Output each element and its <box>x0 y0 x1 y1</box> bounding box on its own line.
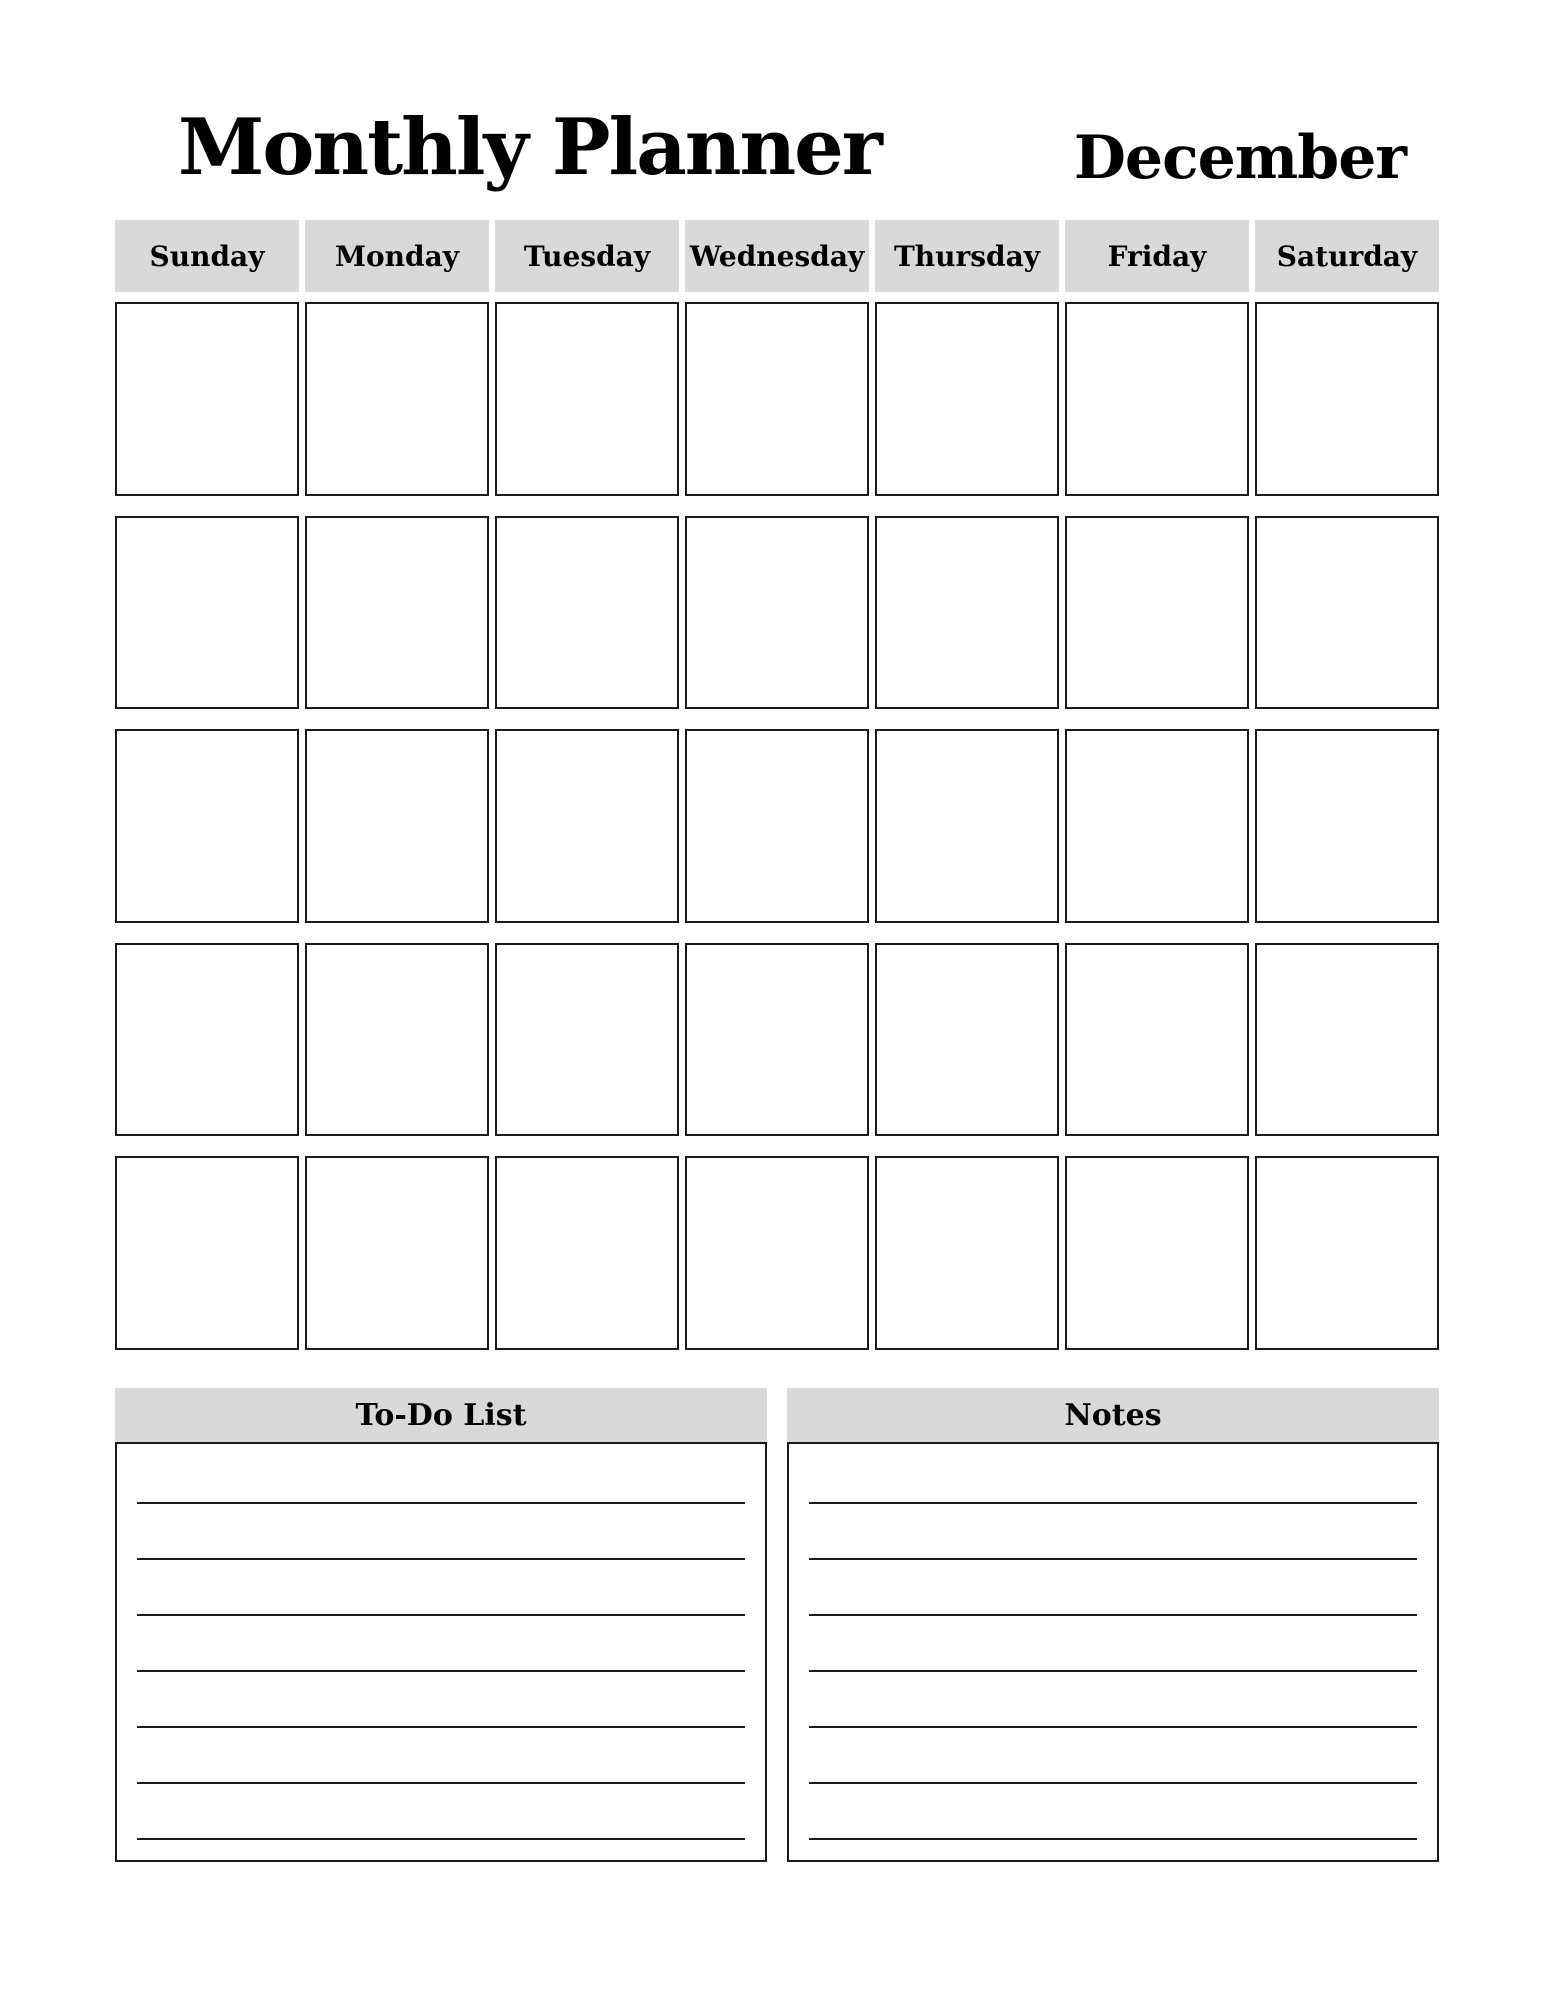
notes-line <box>809 1782 1417 1784</box>
day-cell[interactable] <box>1065 729 1249 923</box>
weekday-sunday: Sunday <box>115 220 299 292</box>
day-cell[interactable] <box>1065 943 1249 1137</box>
day-cell[interactable] <box>685 516 869 710</box>
todo-lines-area[interactable] <box>115 1442 767 1862</box>
day-cell[interactable] <box>875 302 1059 496</box>
notes-title: Notes <box>787 1388 1439 1442</box>
day-cell[interactable] <box>495 943 679 1137</box>
day-cell[interactable] <box>1065 1156 1249 1350</box>
notes-line <box>809 1838 1417 1840</box>
notes-line <box>809 1670 1417 1672</box>
day-cell[interactable] <box>115 516 299 710</box>
day-cell[interactable] <box>305 729 489 923</box>
day-cell[interactable] <box>115 1156 299 1350</box>
day-cell[interactable] <box>685 1156 869 1350</box>
todo-title: To-Do List <box>115 1388 767 1442</box>
weekday-thursday: Thursday <box>875 220 1059 292</box>
day-cell[interactable] <box>1065 516 1249 710</box>
weekday-wednesday: Wednesday <box>685 220 869 292</box>
weekday-monday: Monday <box>305 220 489 292</box>
weekday-header-row <box>115 220 1439 292</box>
day-cell[interactable] <box>685 943 869 1137</box>
weekday-friday: Friday <box>1065 220 1249 292</box>
day-cell[interactable] <box>1255 302 1439 496</box>
day-cell[interactable] <box>1255 729 1439 923</box>
todo-line <box>137 1502 745 1504</box>
day-cell[interactable] <box>875 516 1059 710</box>
todo-line <box>137 1838 745 1840</box>
day-cell[interactable] <box>495 1156 679 1350</box>
todo-line <box>137 1782 745 1784</box>
day-cell[interactable] <box>875 943 1059 1137</box>
day-cell[interactable] <box>685 302 869 496</box>
todo-panel <box>115 1388 767 1862</box>
notes-panel <box>787 1388 1439 1862</box>
todo-line <box>137 1726 745 1728</box>
day-cell[interactable] <box>495 302 679 496</box>
day-cell[interactable] <box>1065 302 1249 496</box>
day-cell[interactable] <box>115 943 299 1137</box>
day-cell[interactable] <box>115 302 299 496</box>
notes-line <box>809 1502 1417 1504</box>
page-title: Monthly Planner <box>178 102 881 193</box>
notes-line <box>809 1614 1417 1616</box>
weekday-saturday: Saturday <box>1255 220 1439 292</box>
weekday-tuesday: Tuesday <box>495 220 679 292</box>
todo-line <box>137 1558 745 1560</box>
day-cell[interactable] <box>305 516 489 710</box>
calendar-grid <box>115 302 1439 1350</box>
todo-line <box>137 1614 745 1616</box>
day-cell[interactable] <box>685 729 869 923</box>
notes-line <box>809 1558 1417 1560</box>
day-cell[interactable] <box>875 1156 1059 1350</box>
day-cell[interactable] <box>495 729 679 923</box>
day-cell[interactable] <box>1255 516 1439 710</box>
day-cell[interactable] <box>115 729 299 923</box>
day-cell[interactable] <box>305 302 489 496</box>
notes-line <box>809 1726 1417 1728</box>
month-label: December <box>1073 123 1406 193</box>
day-cell[interactable] <box>1255 943 1439 1137</box>
day-cell[interactable] <box>1255 1156 1439 1350</box>
day-cell[interactable] <box>305 1156 489 1350</box>
day-cell[interactable] <box>875 729 1059 923</box>
day-cell[interactable] <box>495 516 679 710</box>
notes-lines-area[interactable] <box>787 1442 1439 1862</box>
todo-line <box>137 1670 745 1672</box>
day-cell[interactable] <box>305 943 489 1137</box>
